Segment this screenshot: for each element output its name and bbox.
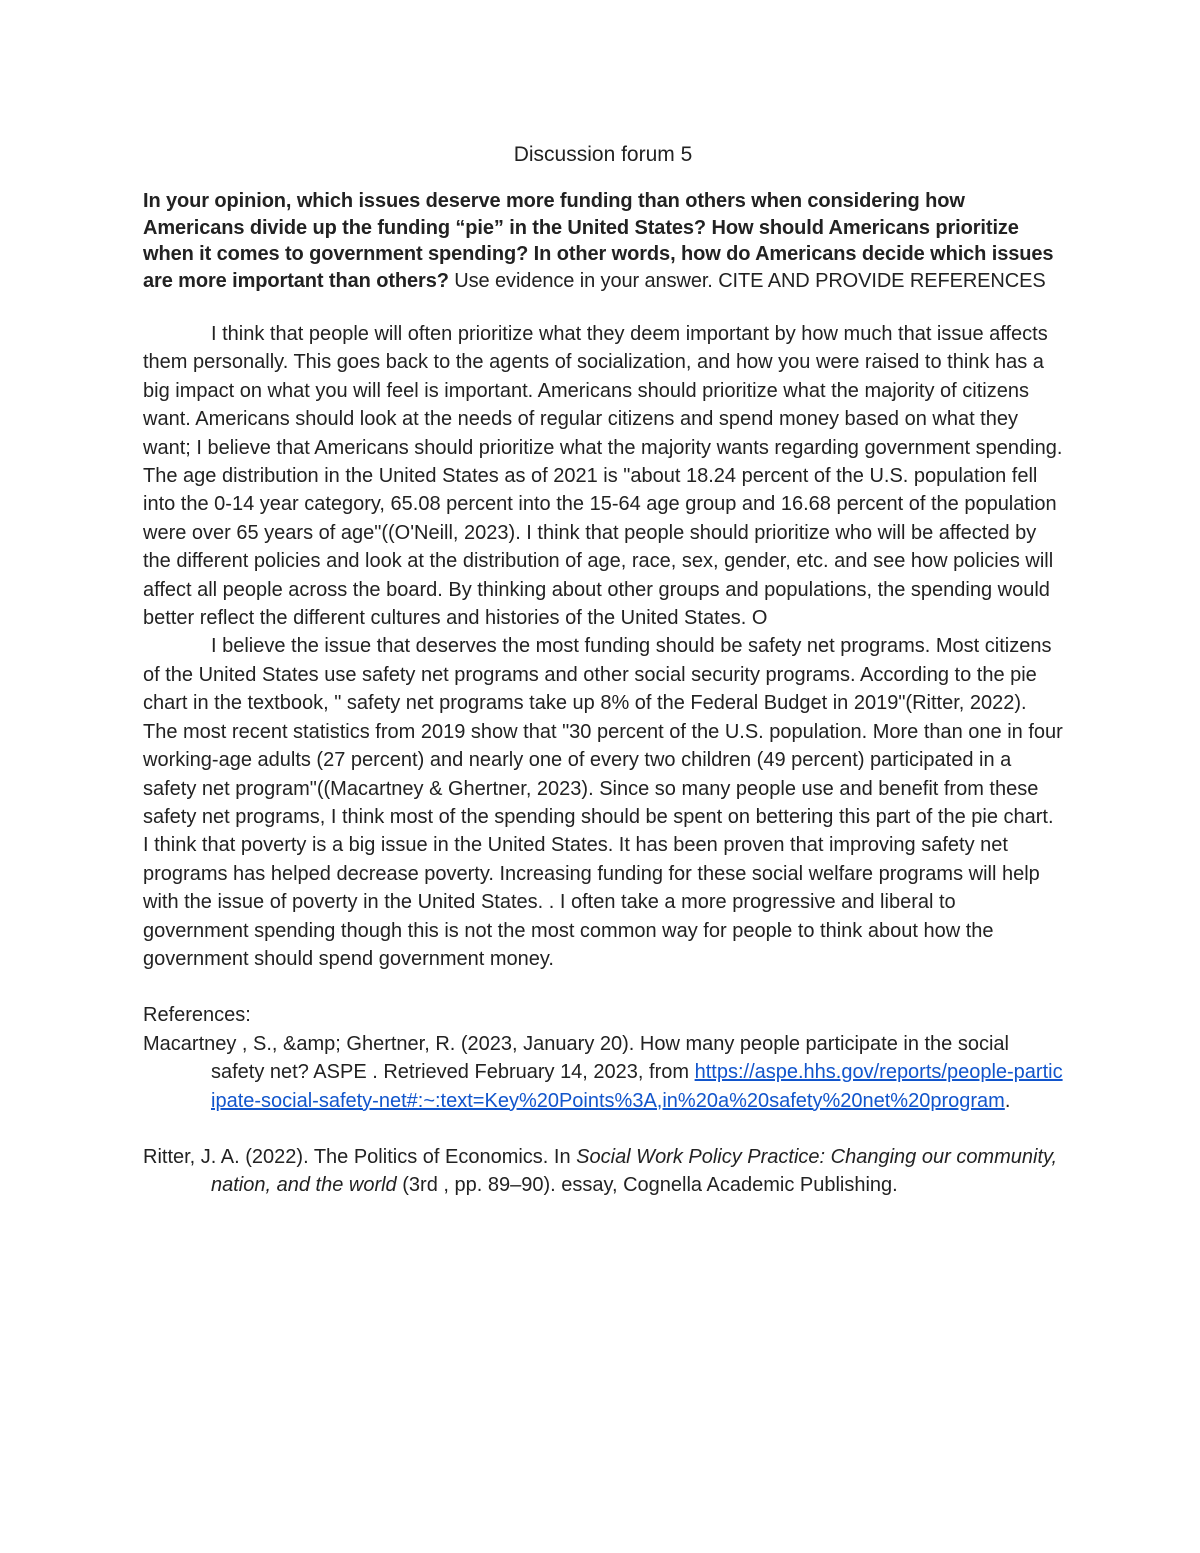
reference-ritter-end: (3rd , pp. 89–90). essay, Cognella Academic Publishing. [396, 1174, 898, 1197]
reference-ritter [143, 1143, 1063, 1200]
reference-ritter-text: Ritter, J. A. (2022). The Politics of Economics. In [143, 1145, 577, 1168]
discussion-prompt [143, 188, 1063, 294]
document-page [143, 140, 1063, 1228]
prompt-normal-text: Use evidence in your answer. CITE AND PROVIDE REFERENCES [448, 269, 1046, 292]
prompt-bold-text: In your opinion, which issues deserve more funding than others when considering how Americans divide up the funding “pie” in the United States? How should Americans prioritize when it comes to government spending? In other words, how do Americans decide which issues are more important than others? [143, 190, 1054, 292]
references-heading: References: [143, 1004, 251, 1027]
document-title: Discussion forum 5 [513, 143, 693, 166]
reference-ritter-book-title: Social Work Policy Practice: Changing our community, nation, and the world [211, 1145, 1058, 1197]
references-section [143, 1001, 1063, 1199]
reference-macartney-end: . [1004, 1089, 1011, 1112]
paragraph-1: I think that people will often prioritize what they deem important by how much that issue affects them personally. This goes back to the agents of socialization, and how you were raised to think has a big impact on what you will feel is important. Americans should prioritize what the majority of citizens want. Americans should look at the needs of regular citizens and spend money based on what they want; I believe that Americans should prioritize what the majority wants regarding government spending. The age distribution in the United States as of 2021 is "about 18.24 percent of the U.S. population fell into the 0-14 year category, 65.08 percent into the 15-64 age group and 16.68 percent of the population were over 65 years of age"((O'Neill, 2023). I think that people should prioritize who will be affected by the different policies and look at the distribution of age, race, sex, gender, etc. and see how policies will affect all people across the board. By thinking about other groups and populations, the spending would better reflect the different cultures and histories of the United States. O [143, 323, 1063, 630]
reference-macartney-text: Macartney , S., &amp; Ghertner, R. (2023, January 20). How many people participate in the social safety net? ASPE . Retrieved February 14, 2023, from [143, 1032, 1009, 1084]
reference-macartney-link[interactable]: https://aspe.hhs.gov/reports/people-participate-social-safety-net#:~:text=Key%20Points%3A,in%20a%20safety%20net%20program [211, 1061, 1063, 1112]
response-body [143, 320, 1063, 973]
paragraph-2: I believe the issue that deserves the most funding should be safety net programs. Most citizens of the United States use safety net programs and other social security programs. According to the pie chart in the textbook, " safety net programs take up 8% of the Federal Budget in 2019"(Ritter, 2022). The most recent statistics from 2019 show that "30 percent of the U.S. population. More than one in four working-age adults (27 percent) and nearly one of every two children (49 percent) participated in a safety net program"((Macartney & Ghertner, 2023). Since so many people use and benefit from these safety net programs, I think most of the spending should be spent on bettering this part of the pie chart. I think that poverty is a big issue in the United States. It has been proven that improving safety net programs has helped decrease poverty. Increasing funding for these social welfare programs will help with the issue of poverty in the United States. . I often take a more progressive and liberal to government spending though this is not the most common way for people to think about how the government should spend government money. [143, 635, 1063, 970]
reference-macartney [143, 1030, 1063, 1115]
